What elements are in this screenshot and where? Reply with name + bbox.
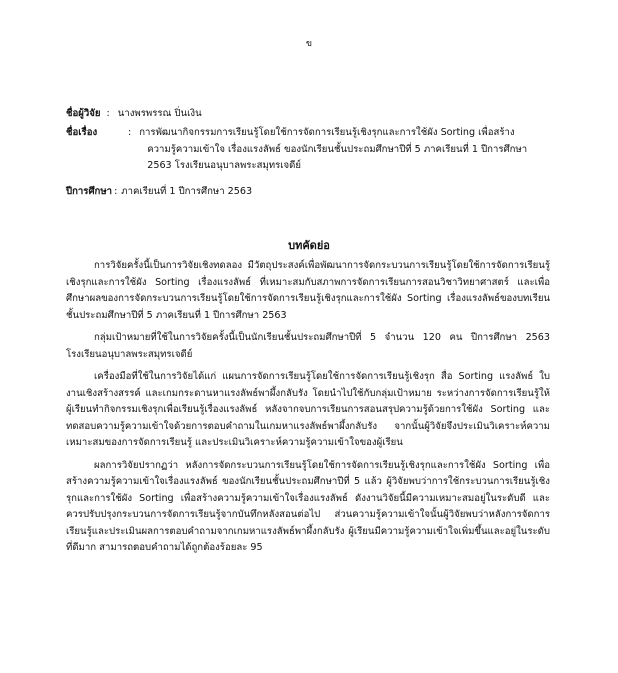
title-line-1: การพัฒนากิจกรรมการเรียนรู้โดยใช้การจัดการเรียนรู้เชิงรุกและการใช้ผัง Sorting เพื่อสร้าง [139, 127, 515, 138]
abstract-paragraph: ผลการวิจัยปรากฏว่า หลังการจัดกระบวนการเรียนรู้โดยใช้การจัดการเรียนรู้เชิงรุกและการใช้ผัง Sorting เพื่อสร้างความรู้ความเข้าใจเรื่องแรงลัพธ์ ของนักเรียนชั้นประถมศึกษาปีที่ 5 แล้ว ผู้วิจัยพบว่าการใช้กระบวนการเรียนรู้เชิงรุกและการใช้ผัง Sorting เพื่อสร้างความรู้ความเข้าใจเรื่องแรงลัพธ์ ดังงานวิจัยนี้มีความเหมาะสมอยู่ในระดับดี และควรปรับปรุงกระบวนการจัดการเรียนรู้จากบันทึกหลังสอนต่อไป ส่วนความรู้ความเข้าใจนั้นผู้วิจัยพบว่าหลังการจัดการเรียนรู้และประเมินผลการตอบคำถามจากเกมหาแรงลัพธ์พาผึ้งกลับรัง ผู้เรียนมีความรู้ความเข้าใจเพิ่มขึ้นและอยู่ในระดับที่ดีมาก สามารถตอบคำถามได้ถูกต้องร้อยละ 95 [66, 459, 550, 553]
page-number: ข [305, 39, 313, 49]
researcher-name: นางพรพรรณ ปิ่นเงิน [117, 108, 202, 119]
abstract-paragraph: กลุ่มเป้าหมายที่ใช้ในการวิจัยครั้งนี้เป็นนักเรียนชั้นประถมศึกษาปีที่ 5 จำนวน 120 คน ปีการศึกษา 2563 โรงเรียนอนุบาลพระสมุทรเจดีย์ [66, 332, 550, 360]
researcher-row [66, 106, 566, 123]
title-row [66, 125, 566, 175]
title-colon: : [128, 127, 132, 138]
academic-year-label: ปีการศึกษา [66, 186, 113, 197]
academic-year-value: ภาคเรียนที่ 1 ปีการศึกษา 2563 [121, 186, 253, 197]
researcher-label: ชื่อผู้วิจัย [66, 108, 101, 119]
abstract-paragraph: เครื่องมือที่ใช้ในการวิจัยได้แก่ แผนการจัดการเรียนรู้โดยใช้การจัดการเรียนรู้เชิงรุก สื่อ Sorting แรงลัพธ์ ใบงานเชิงสร้างสรรค์ และเกมกระดานหาแรงลัพธ์พาผึ้งกลับรัง โดยนำไปใช้กับกลุ่มเป้าหมาย ระหว่างการจัดการเรียนรู้ให้ผู้เรียนทำกิจกรรมเชิงรุกเพื่อเรียนรู้เรื่องแรงลัพธ์ หลังจากจบการเรียนการสอนสรุปความรู้ด้วยการใช้ผัง Sorting และทดสอบความรู้ความเข้าใจด้วยการตอบคำถามในเกมหาแรงลัพธ์พาผึ้งกลับรัง จากนั้นผู้วิจัยจึงประเมินวิเคราะห์ความเหมาะสมของการจัดการเรียนรู้ และประเมินวิเคราะห์ความรู้ความเข้าใจของผู้เรียน [66, 371, 550, 448]
academic-year-colon: : [114, 186, 118, 197]
abstract-paragraph: การวิจัยครั้งนี้เป็นการวิจัยเชิงทดลอง มีวัตถุประสงค์เพื่อพัฒนาการจัดกระบวนการเรียนรู้โดยใช้การจัดการเรียนรู้เชิงรุกและการใช้ผัง Sorting เรื่องแรงลัพธ์ ที่เหมาะสมกับสภาพการจัดการเรียนการสอนวิชาวิทยาศาสตร์ และเพื่อศึกษาผลของการจัดกระบวนการเรียนรู้โดยใช้การจัดการเรียนรู้เชิงรุกและการใช้ผัง Sorting เรื่องแรงลัพธ์ของบทเรียนชั้นประถมศึกษาปีที่ 5 ภาคเรียนที่ 1 ปีการศึกษา 2563 [66, 260, 550, 321]
title-line-3: 2563 โรงเรียนอนุบาลพระสมุทรเจดีย์ [147, 160, 302, 171]
abstract-heading: บทคัดย่อ [288, 239, 330, 252]
title-text [139, 125, 566, 175]
title-label: ชื่อเรื่อง [66, 127, 98, 138]
abstract-body [66, 258, 550, 563]
title-line-2: ความรู้ความเข้าใจ เรื่องแรงลัพธ์ ของนักเรียนชั้นประถมศึกษาปีที่ 5 ภาคเรียนที่ 1 ปีการศึกษา [147, 143, 528, 155]
researcher-colon: : [106, 108, 110, 119]
academic-year-row [66, 184, 566, 201]
